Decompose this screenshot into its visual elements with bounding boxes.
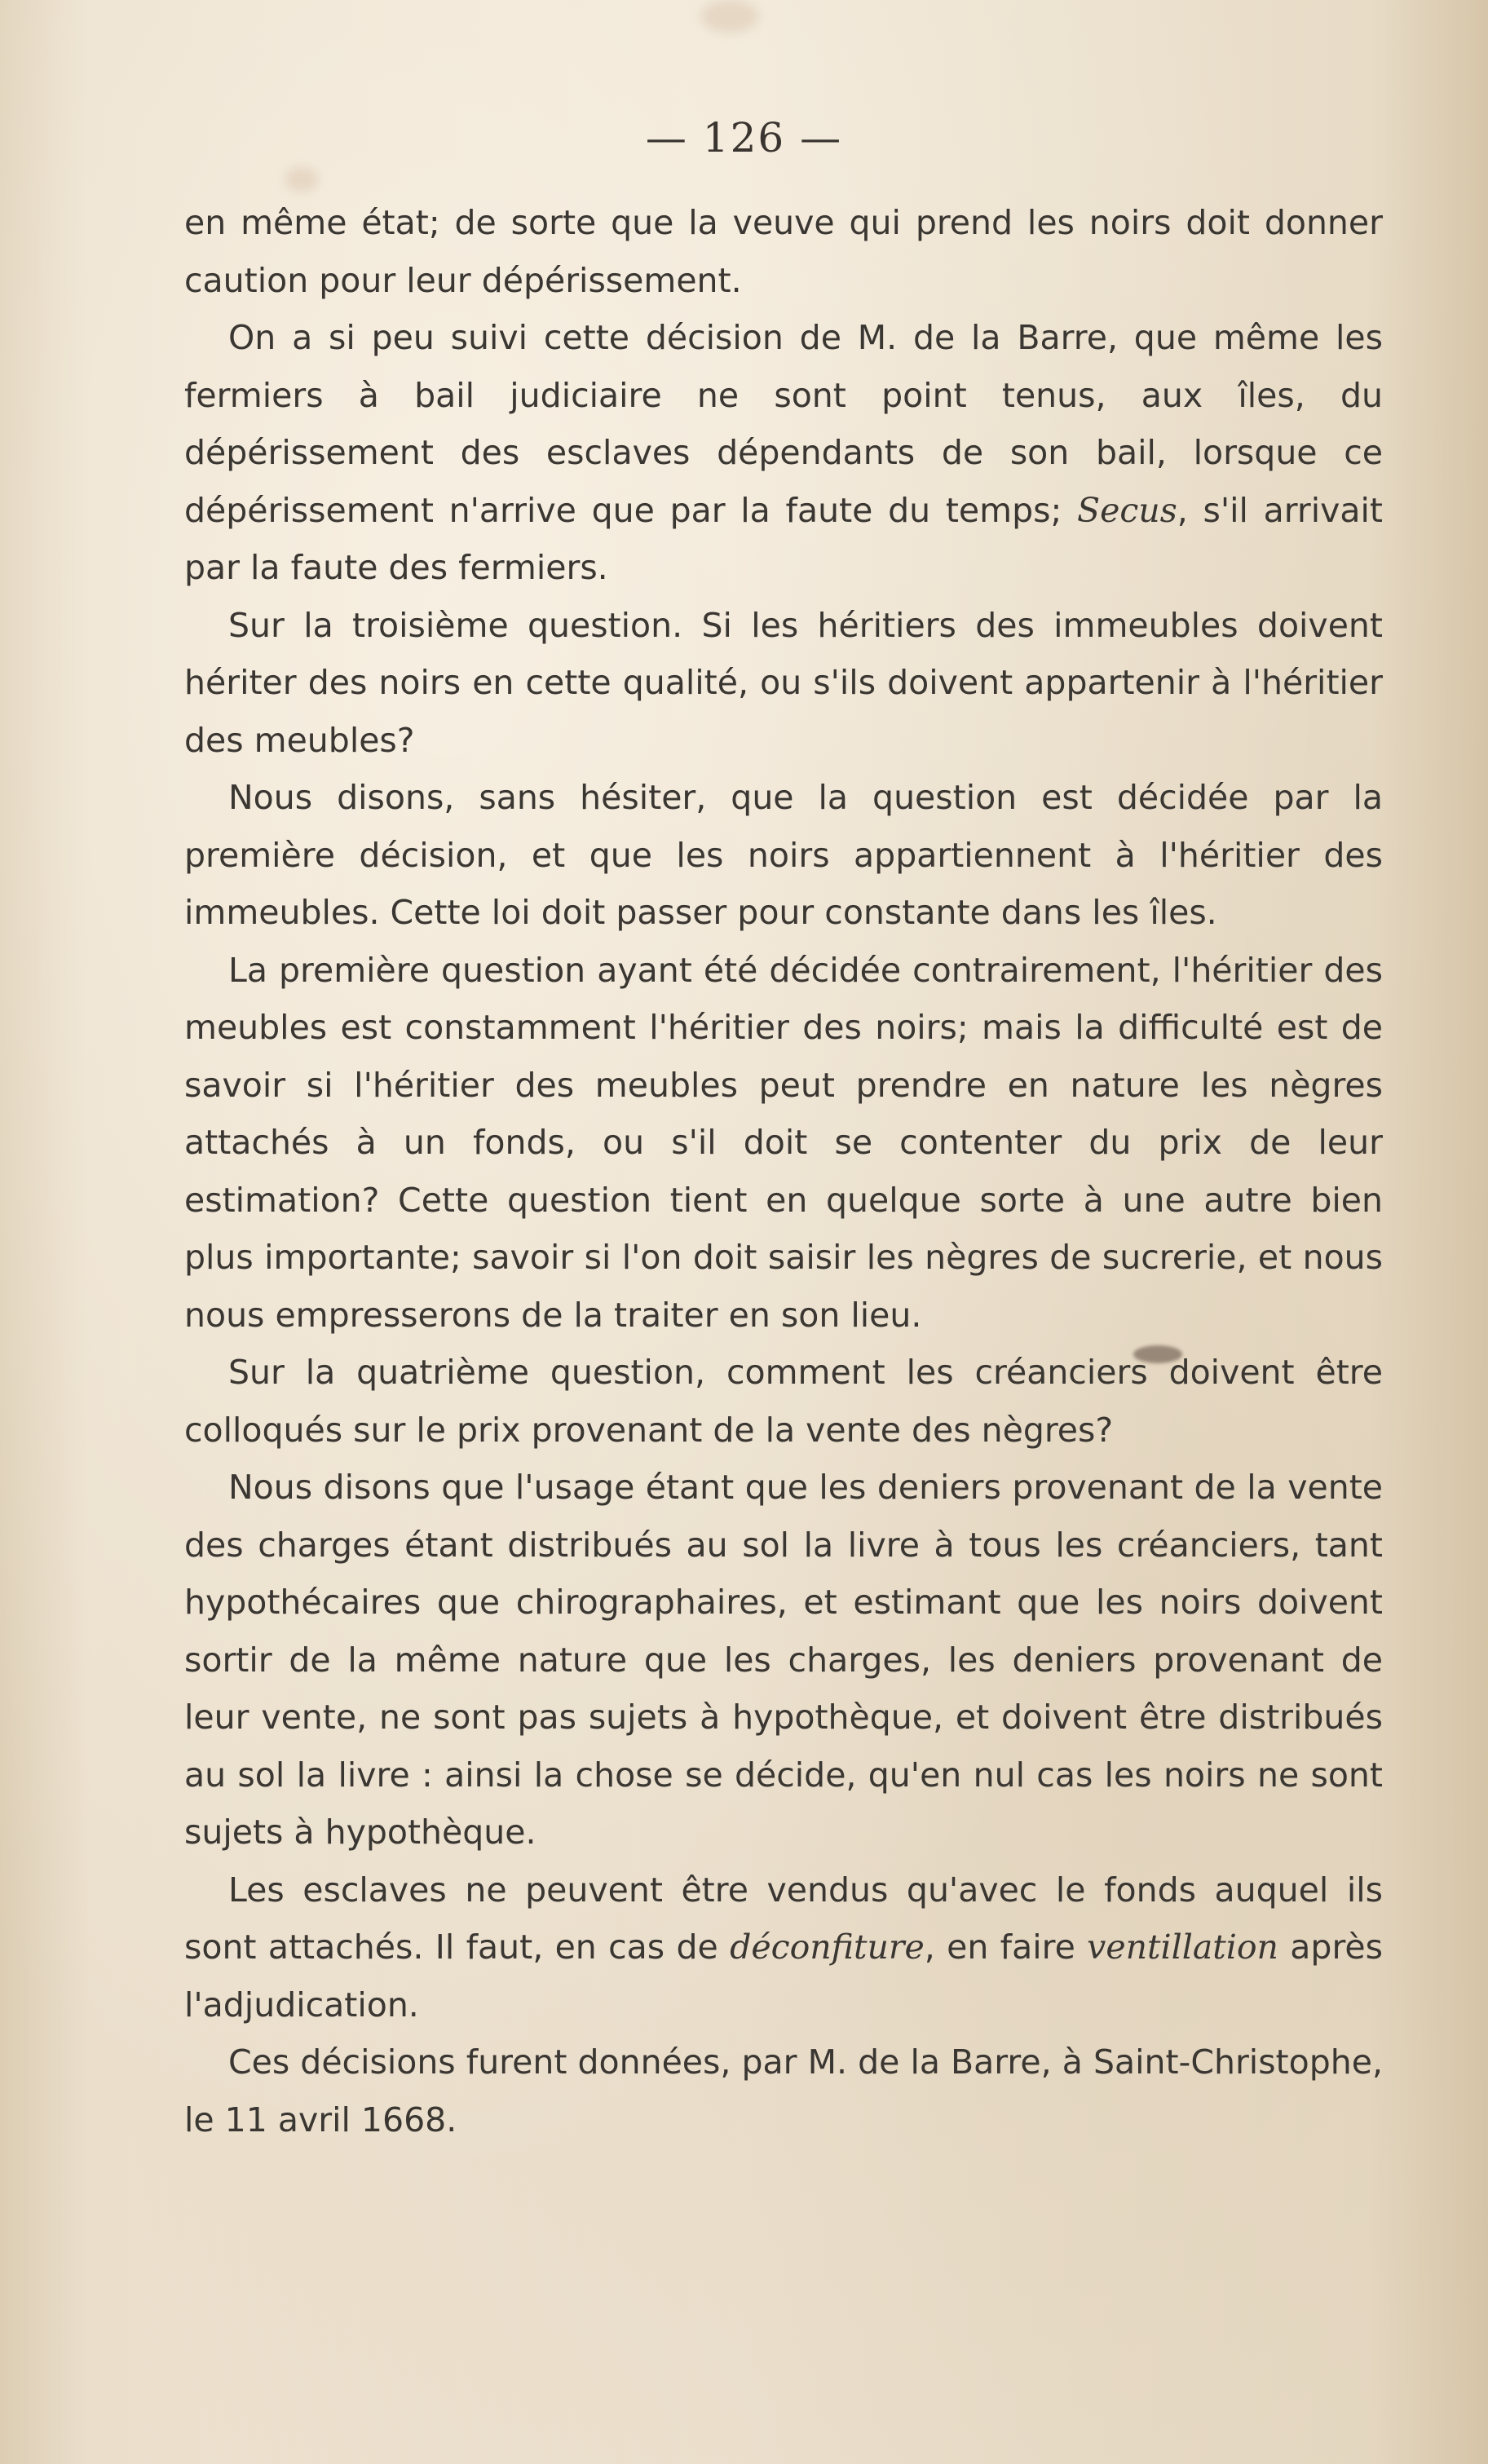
paragraph	[184, 597, 1383, 770]
paragraph-text: Sur la troisième question. Si les héritiers des immeubles doivent hériter des noirs en cette qualité, ou s'ils doivent appartenir à l'héritier des meubles?	[184, 605, 1383, 760]
paragraph	[184, 1861, 1383, 2034]
paragraph-text: Ces décisions furent données, par M. de la Barre, à Saint-Christophe, le 11 avril 1668.	[184, 2042, 1383, 2139]
paragraph-text: Sur la quatrième question, comment les créanciers doivent être colloqués sur le prix provenant de la vente des nègres?	[184, 1353, 1383, 1450]
paragraph	[184, 1459, 1383, 1861]
italic-term: ventillation	[1087, 1927, 1278, 1967]
paragraph	[184, 194, 1383, 309]
paragraph-text: Les esclaves ne peuvent être vendus qu'avec le fonds auquel ils sont attachés. Il faut, en cas de	[184, 1870, 1383, 1967]
body-text	[184, 194, 1383, 2148]
paragraph	[184, 942, 1383, 1345]
paragraph	[184, 309, 1383, 597]
page-number: — 126 —	[645, 114, 843, 161]
paper-stain	[285, 167, 318, 192]
paragraph-text: On a si peu suivi cette décision de M. de la Barre, que même les fermiers à bail judiciaire ne sont point tenus, aux îles, du dépérissement des esclaves dépendants de son bail, lorsque ce dépérissement n'arrive que par la faute du temps;	[184, 318, 1383, 530]
paragraph	[184, 2033, 1383, 2148]
paragraph	[184, 1344, 1383, 1459]
paragraph-text: La première question ayant été décidée contrairement, l'héritier des meubles est constamment l'héritier des noirs; mais la difficulté est de savoir si l'héritier des meubles peut prendre en nature les nègres attachés à un fonds, ou s'il doit se contenter du prix de leur estimation? Cette question tient en quelque sorte à une autre bien plus importante; savoir si l'on doit saisir les nègres de sucrerie, et nous nous empresserons de la traiter en son lieu.	[184, 950, 1383, 1335]
italic-term: déconfiture	[730, 1927, 925, 1967]
paragraph	[184, 769, 1383, 942]
paragraph-text: en même état; de sorte que la veuve qui prend les noirs doit donner caution pour leur dépérissement.	[184, 203, 1383, 300]
paragraph-text: Nous disons que l'usage étant que les deniers provenant de la vente des charges étant distribués au sol la livre à tous les créanciers, tant hypothécaires que chirographaires, et estimant que les noirs doivent sortir de la même nature que les charges, les deniers provenant de leur vente, ne sont pas sujets à hypothèque, et doivent être distribués au sol la livre : ainsi la chose se décide, qu'en nul cas les noirs ne sont sujets à hypothèque.	[184, 1468, 1383, 1852]
paragraph-text: après l'adjudication.	[184, 1927, 1383, 2025]
paper-stain	[701, 0, 758, 33]
latin-term: Secus	[1076, 490, 1177, 530]
paragraph-text: , en faire	[924, 1927, 1088, 1967]
paragraph-text: , s'il arrivait par la faute des fermiers.	[184, 490, 1383, 587]
paragraph-text: Nous disons, sans hésiter, que la question est décidée par la première décision, et que les noirs appartiennent à l'héritier des immeubles. Cette loi doit passer pour constante dans les îles.	[184, 778, 1383, 932]
